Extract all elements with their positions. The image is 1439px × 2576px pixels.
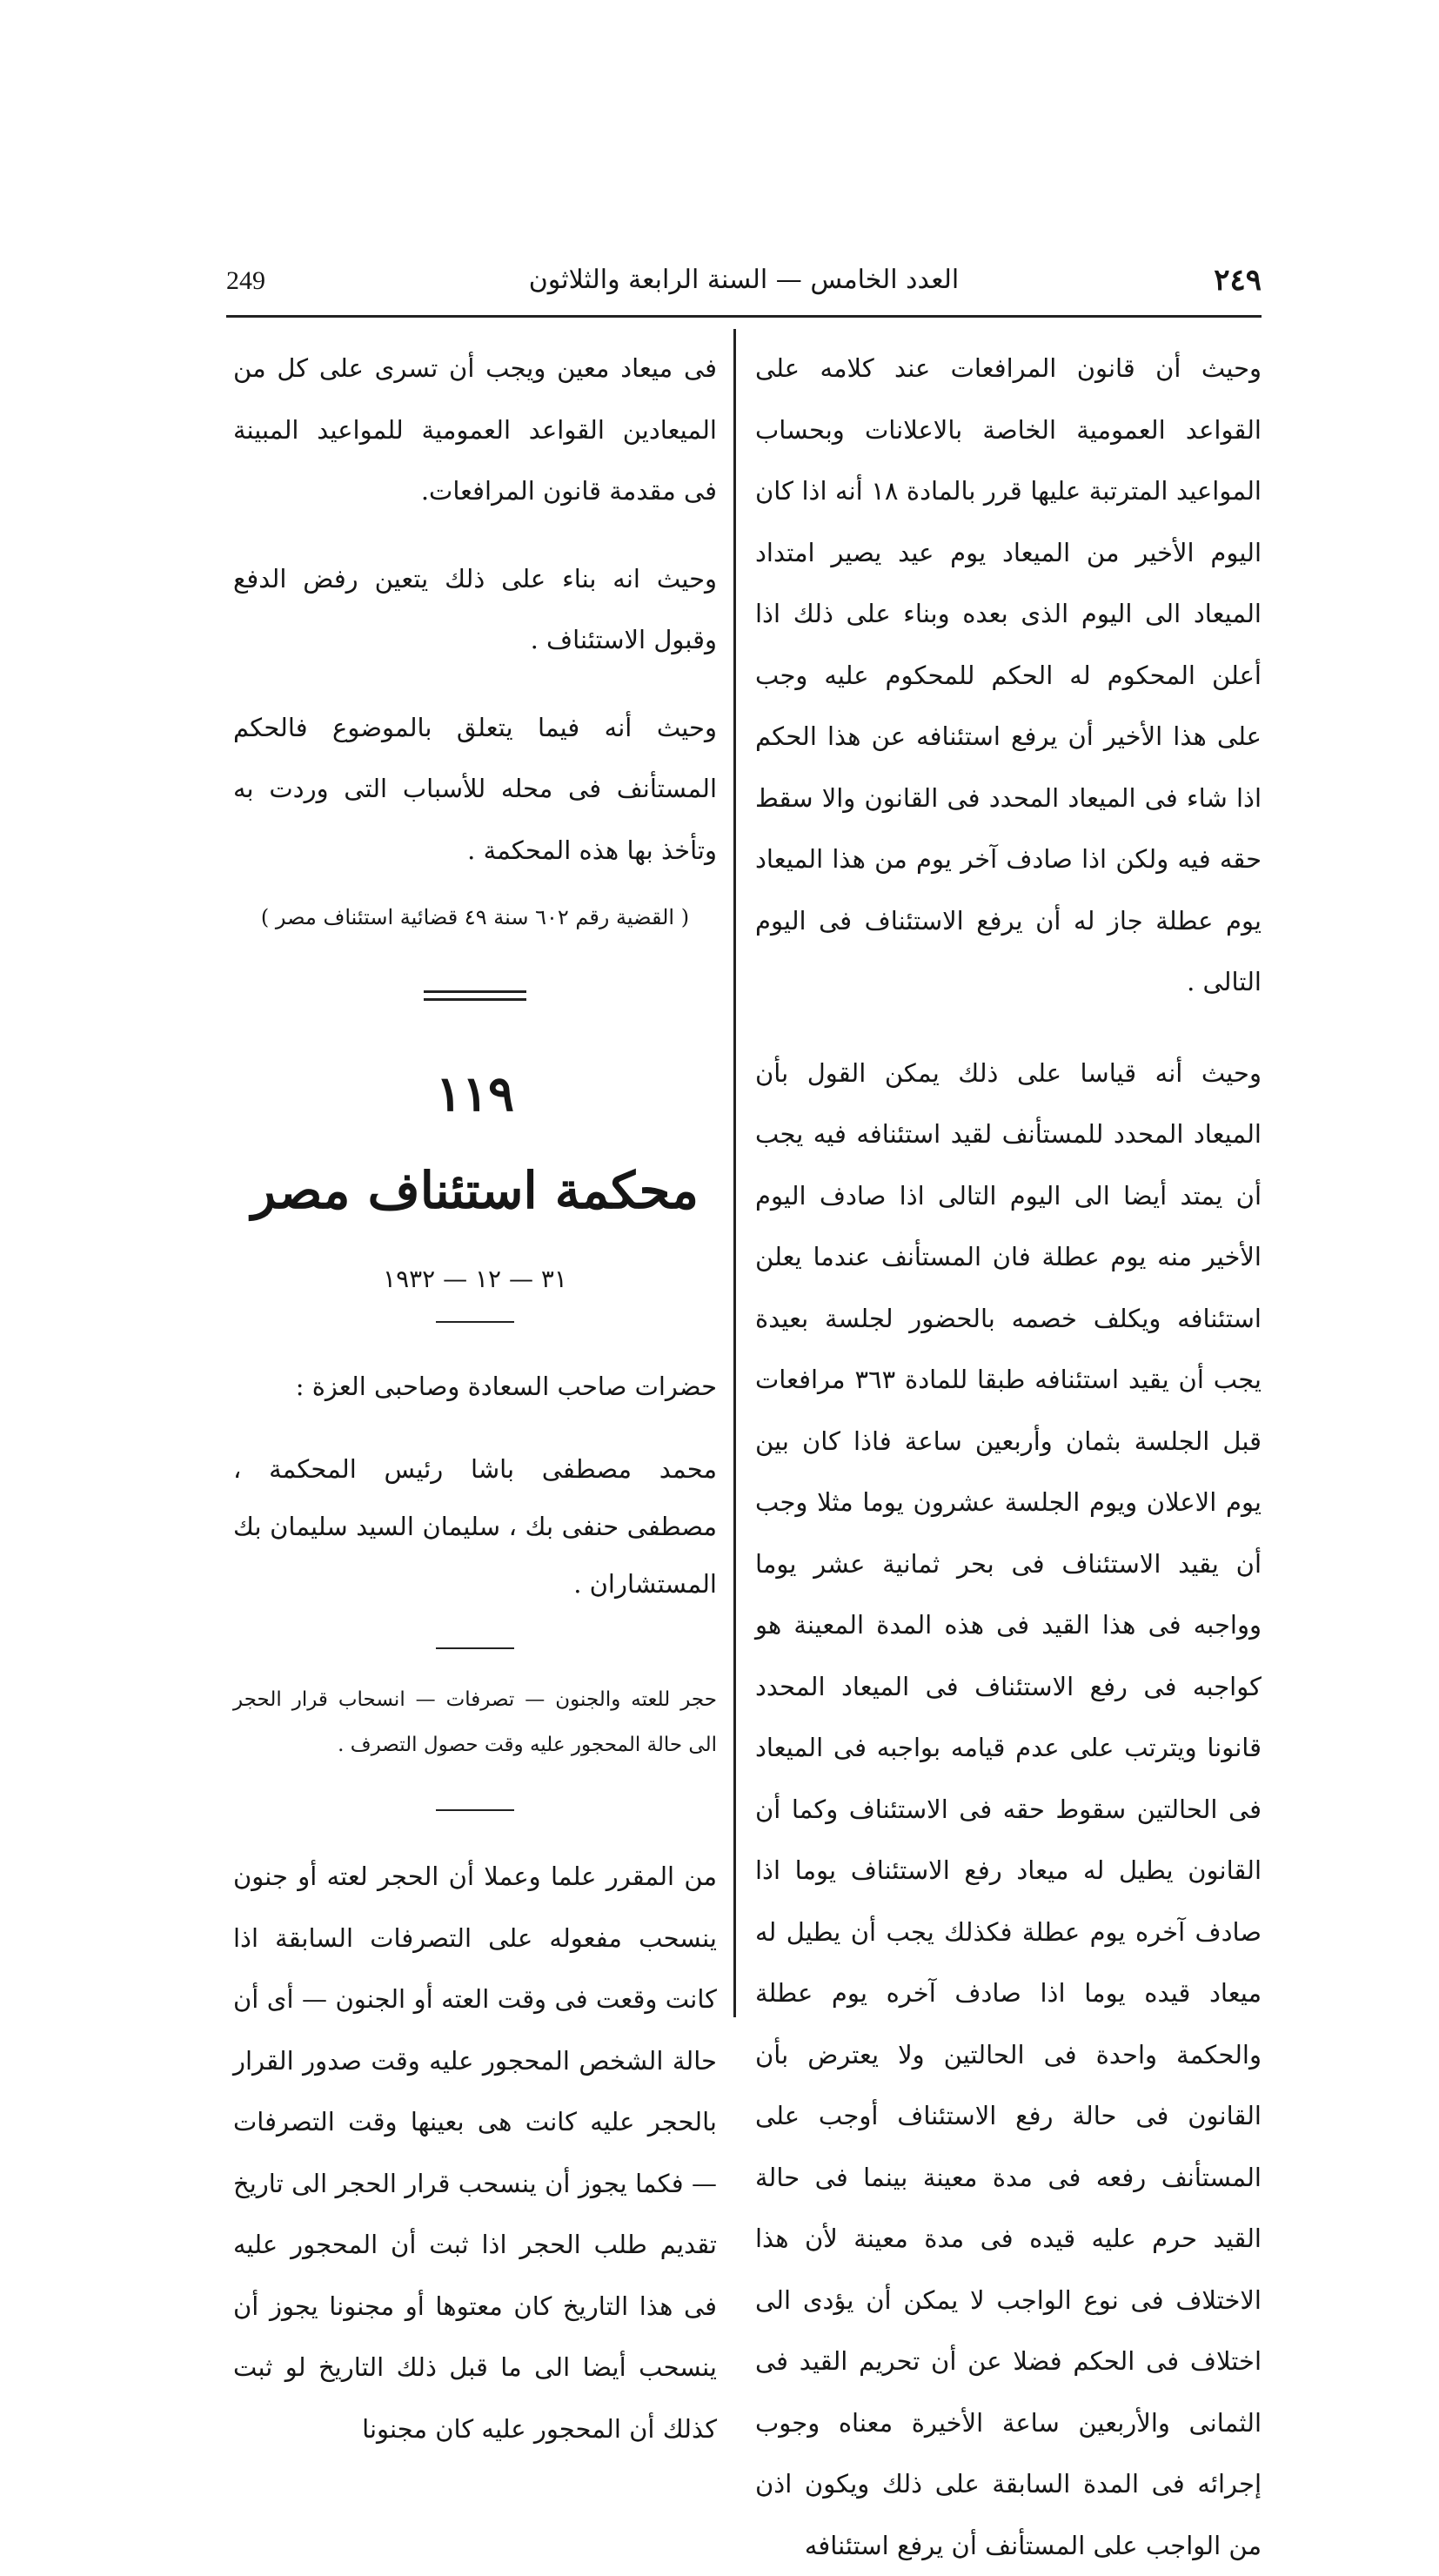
right-paragraph-2: وحيث أنه قياسا على ذلك يمكن القول بأن الميعاد المحدد للمستأنف لقيد استئنافه فيه يجب أن يمتد أيضا الى اليوم التالى اذا صادف اليوم الأخير منه يوم عطلة فان المستأنف عندما يعلن استئنافه ويكلف خصمه بالحضور لجلسة بعيدة يجب أن يقيد استئنافه طبقا للمادة ٣٦٣ مرافعات قبل الجلسة بثمان وأربعين ساعة فاذا كان بين يوم الاعلان ويوم الجلسة عشرون يوما مثلا وجب أن يقيد الاستئناف فى بحر ثمانية عشر يوما وواجبه فى هذا القيد فى هذه المدة المعينة هو كواجبه فى رفع الاستئناف فى الميعاد المحدد قانونا ويترتب على عدم قيامه بواجبه فى الميعاد فى الحالتين سقوط حقه فى الاستئناف وكما أن القانون يطيل له ميعاد رفع الاستئناف يوما اذا صادف آخره يوم عطلة فكذلك يجب أن يطيل له ميعاد قيده يوما اذا صادف آخره يوم عطلة والحكمة واحدة فى الحالتين ولا يعترض بأن القانون فى حالة رفع الاستئناف أوجب على المستأنف رفعه فى مدة معينة بينما فى حالة القيد حرم عليه قيده فى مدة معينة لأن هذا الاختلاف فى نوع الواجب لا يمكن أن يؤدى الى اختلاف فى الحكم فضلا عن أن تحريم القيد فى الثمانى والأربعين ساعة الأخيرة معناه وجوب إجرائه فى المدة السابقة على ذلك ويكون اذن من الواجب على المستأنف أن يرفع استئنافه	[755, 1043, 1262, 2576]
page-number-latin: 249	[226, 266, 265, 296]
left-paragraph-1: فى ميعاد معين ويجب أن تسرى على كل من الميعادين القواعد العمومية للمواعيد المبينة فى مقدمة قانون المرافعات.	[233, 338, 717, 522]
left-paragraph-2: وحيث انه بناء على ذلك يتعين رفض الدفع وقبول الاستئناف .	[233, 548, 717, 671]
legal-holding: من المقرر علما وعملا أن الحجر لعته أو جنون ينسحب مفعوله على التصرفات السابقة اذا كانت وقعت فى وقت العته أو الجنون — أى أن حالة الشخص المحجور عليه وقت صدور القرار بالحجر عليه كانت هى بعينها وقت التصرفات — فكما يجوز أن ينسحب قرار الحجر الى تاريخ تقديم طلب الحجر اذا ثبت أن المحجور عليه فى هذا التاريخ كان معتوها أو مجنونا يجوز أن ينسحب أيضا الى ما قبل ذلك التاريخ لو ثبت كذلك أن المحجور عليه كان مجنونا	[233, 1846, 717, 2459]
case-citation: ( القضية رقم ٦٠٢ سنة ٤٩ قضائية استئناف مصر )	[233, 900, 717, 935]
header-rule	[226, 315, 1262, 318]
page-header	[226, 259, 1262, 308]
right-column	[755, 338, 1262, 2576]
court-name: محكمة استئناف مصر	[233, 1156, 717, 1225]
page-number-arabic: ٢٤٩	[1214, 263, 1262, 298]
judges-intro: حضرات صاحب السعادة وصاحبى العزة :	[233, 1358, 717, 1415]
left-column	[233, 338, 717, 2485]
left-paragraph-3: وحيث أنه فيما يتعلق بالموضوع فالحكم المستأنف فى محله للأسباب التى وردت به وتأخذ بها هذه المحكمة .	[233, 697, 717, 882]
case-number: ١١٩	[233, 1063, 717, 1124]
section-double-rule	[424, 990, 526, 1001]
running-title: العدد الخامس — السنة الرابعة والثلاثون	[529, 265, 959, 295]
short-rule	[436, 1647, 514, 1649]
case-date: ٣١ — ١٢ — ١٩٣٢	[233, 1260, 717, 1298]
judges-names: محمد مصطفى باشا رئيس المحكمة ، مصطفى حنفى بك ، سليمان السيد سليمان بك المستشاران .	[233, 1440, 717, 1613]
short-rule	[436, 1321, 514, 1323]
right-paragraph-1: وحيث أن قانون المرافعات عند كلامه على القواعد العمومية الخاصة بالاعلانات وبحساب المواعيد المترتبة عليها قرر بالمادة ١٨ أنه اذا كان اليوم الأخير من الميعاد يوم عيد يصير امتداد الميعاد الى اليوم الذى بعده وبناء على ذلك اذا أعلن المحكوم له الحكم للمحكوم عليه وجب على هذا الأخير أن يرفع استئنافه عن هذا الحكم اذا شاء فى الميعاد المحدد فى القانون والا سقط حقه فيه ولكن اذا صادف آخر يوم من هذا الميعاد يوم عطلة جاز له أن يرفع الاستئناف فى اليوم التالى .	[755, 338, 1262, 1013]
case-keywords: حجر للعته والجنون — تصرفات — انسحاب قرار الحجر الى حالة المحجور عليه وقت حصول التصرف .	[233, 1677, 717, 1768]
column-divider	[733, 329, 736, 2017]
short-rule	[436, 1809, 514, 1811]
